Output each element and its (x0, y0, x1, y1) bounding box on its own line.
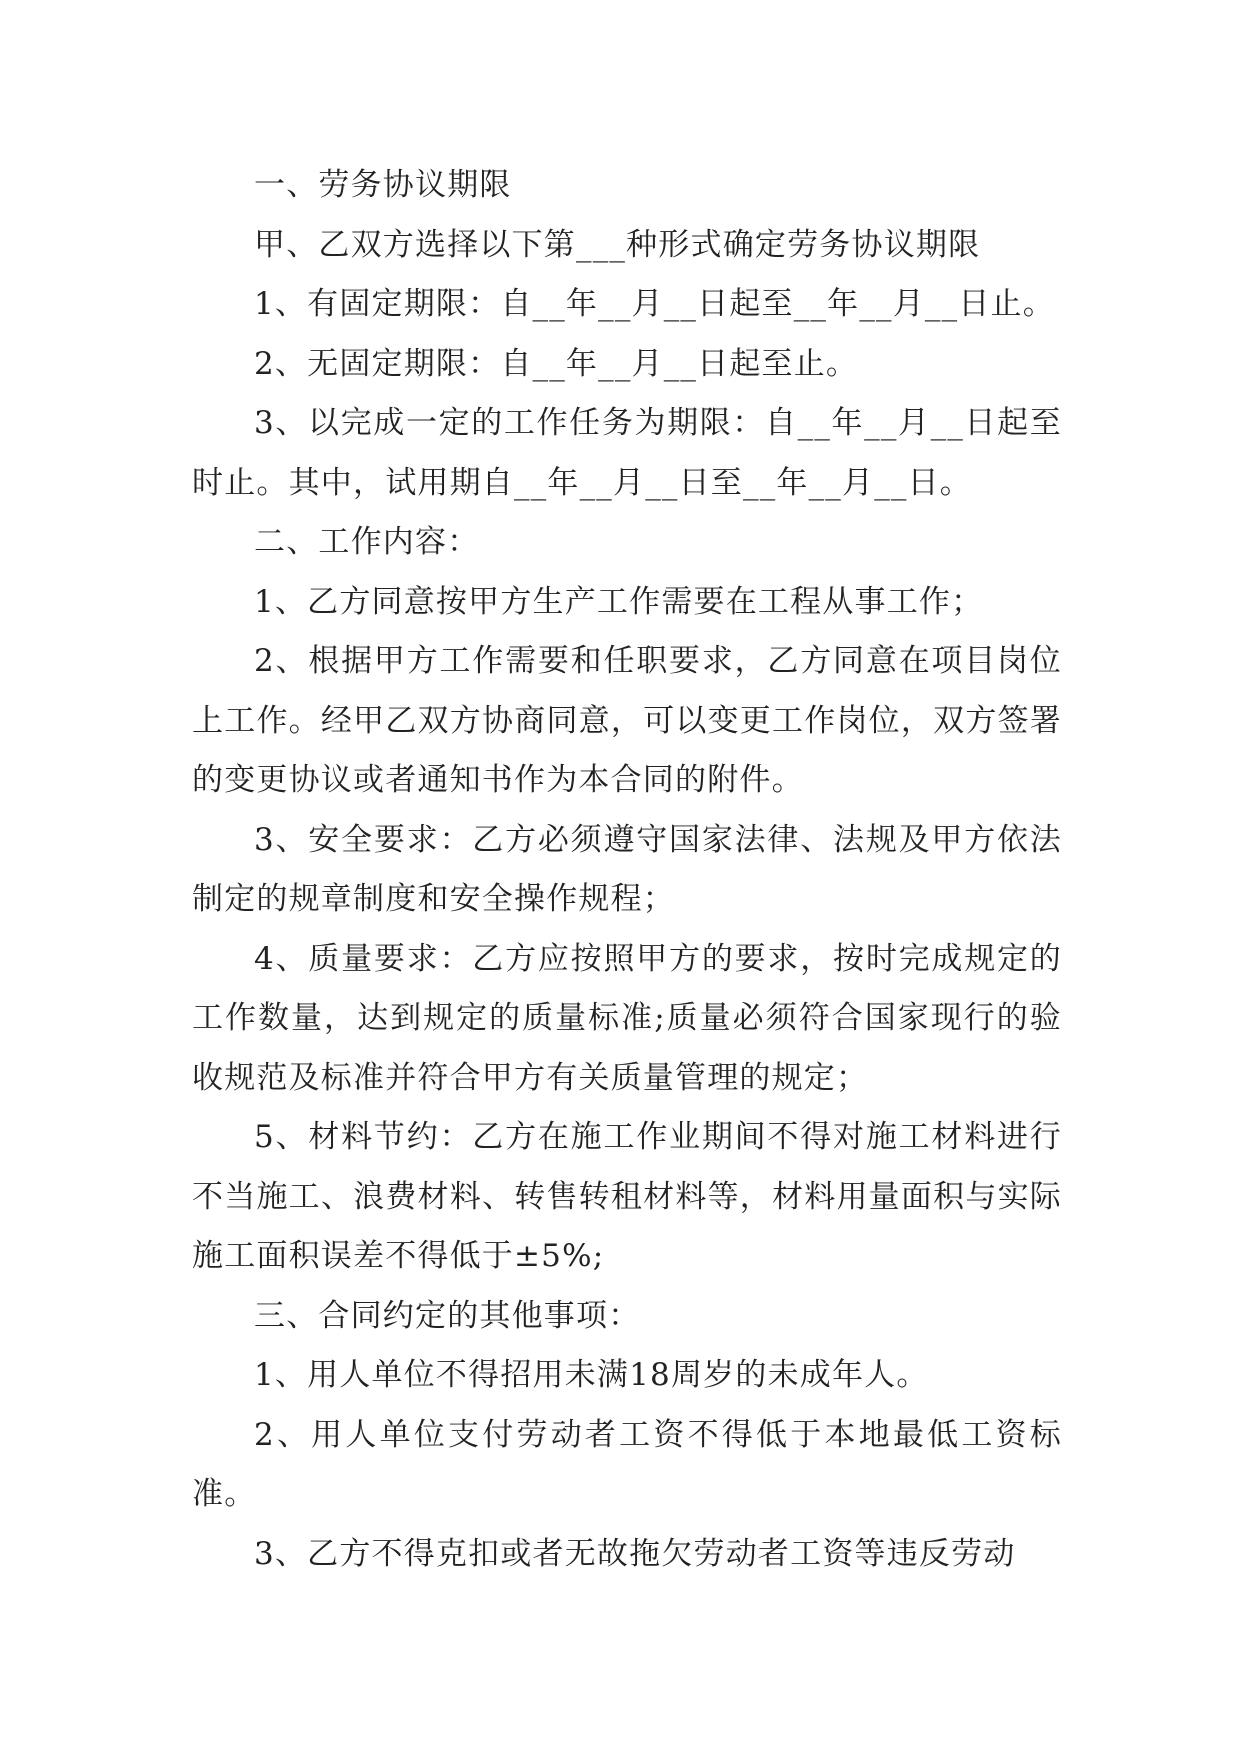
paragraph-fixed-term: 1、有固定期限：自__年__月__日起至__年__月__日止。 (254, 286, 1055, 322)
paragraph-task-term: 3、以完成一定的工作任务为期限：自__年__月__日起至时止。其中，试用期自__年__月__日至__年__月__日。 (192, 405, 1062, 501)
section-heading-other-matters: 三、合同约定的其他事项： (254, 1297, 641, 1334)
paragraph-other-3: 3、乙方不得克扣或者无故拖欠劳动者工资等违反劳动 (254, 1535, 1016, 1572)
paragraph-materials: 5、材料节约：乙方在施工作业期间不得对施工材料进行不当施工、浪费材料、转售转租材料等，材料用量面积与实际施工面积误差不得低于±5%; (192, 1119, 1062, 1274)
paragraph-term-choice: 甲、乙双方选择以下第___种形式确定劳务协议期限 (254, 226, 981, 263)
paragraph-other-2: 2、用人单位支付劳动者工资不得低于本地最低工资标准。 (192, 1416, 1062, 1512)
document-body (192, 156, 1062, 1584)
section-heading-term: 一、劳务协议期限 (254, 167, 512, 203)
paragraph-work-2: 2、根据甲方工作需要和任职要求，乙方同意在项目岗位上工作。经甲乙双方协商同意，可以变更工作岗位，双方签署的变更协议或者通知书作为本合同的附件。 (192, 643, 1062, 798)
paragraph-work-1: 1、乙方同意按甲方生产工作需要在工程从事工作； (254, 583, 984, 620)
paragraph-other-1: 1、用人单位不得招用未满18周岁的未成年人。 (254, 1357, 929, 1393)
paragraph-quality: 4、质量要求：乙方应按照甲方的要求，按时完成规定的工作数量，达到规定的质量标准;质量必须符合国家现行的验收规范及标准并符合甲方有关质量管理的规定； (192, 940, 1062, 1096)
paragraph-safety: 3、安全要求：乙方必须遵守国家法律、法规及甲方依法制定的规章制度和安全操作规程； (192, 821, 1062, 917)
section-heading-work-content: 二、工作内容： (254, 524, 480, 560)
paragraph-open-term: 2、无固定期限：自__年__月__日起至止。 (254, 345, 859, 382)
